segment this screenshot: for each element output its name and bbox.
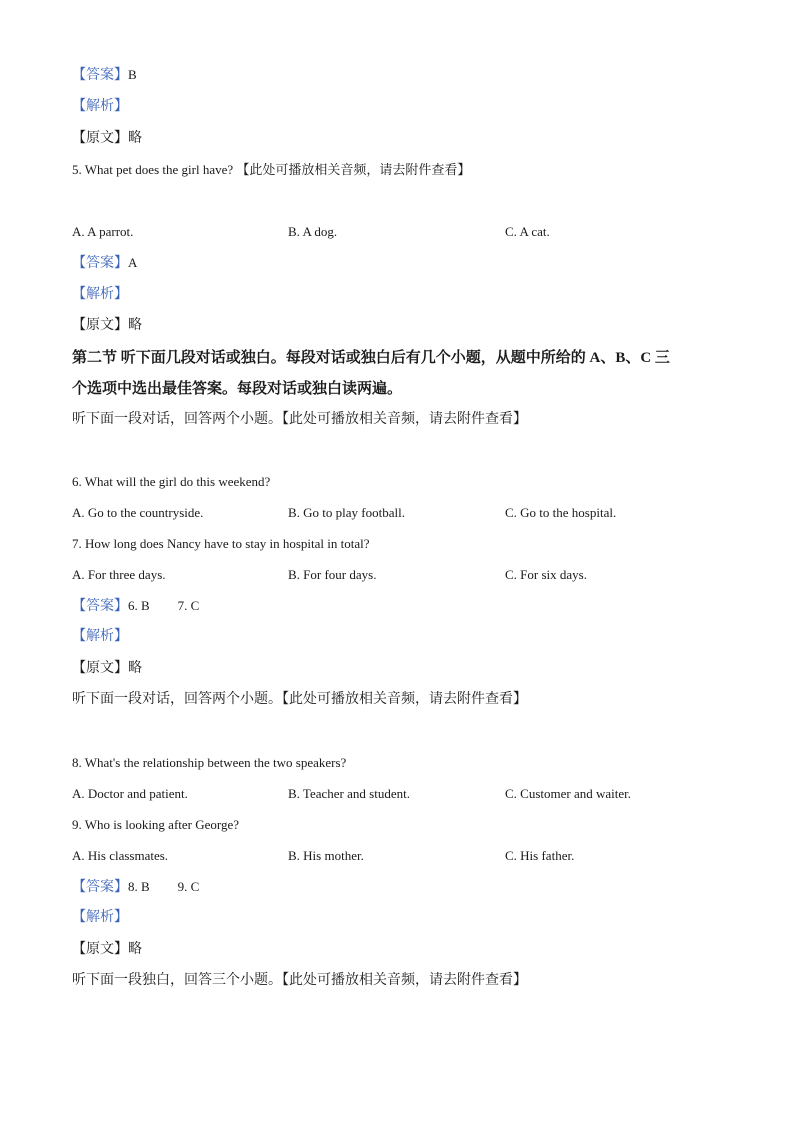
answer-7: 7. C bbox=[177, 598, 200, 613]
q6-option-a: A. Go to the countryside. bbox=[72, 505, 204, 520]
q8-option-b: B. Teacher and student. bbox=[288, 786, 410, 801]
original-line bbox=[72, 130, 142, 148]
original-text: 略 bbox=[128, 131, 142, 146]
answer-label: 【答案】 bbox=[72, 68, 128, 83]
answer-label: 【答案】 bbox=[72, 256, 128, 271]
answer-9: 9. C bbox=[177, 879, 200, 894]
q5-original-line bbox=[72, 317, 142, 335]
q6-option-b: B. Go to play football. bbox=[288, 505, 405, 520]
answer-6: 6. B bbox=[128, 598, 150, 613]
q5-option-c: C. A cat. bbox=[505, 224, 550, 239]
q8-option-a: A. Doctor and patient. bbox=[72, 786, 188, 801]
dialog-1-intro: 听下面一段对话，回答两个小题。【此处可播放相关音频，请去附件查看】 bbox=[72, 412, 527, 427]
original-label: 【原文】 bbox=[72, 942, 128, 957]
question-7: 7. How long does Nancy have to stay in hospital in total? bbox=[72, 536, 370, 551]
dialog-2-answer-line bbox=[72, 878, 199, 897]
original-label: 【原文】 bbox=[72, 661, 128, 676]
original-label: 【原文】 bbox=[72, 318, 128, 333]
q9-option-c: C. His father. bbox=[505, 848, 575, 863]
question-6: 6. What will the girl do this weekend? bbox=[72, 474, 271, 489]
original-text: 略 bbox=[128, 942, 142, 957]
answer-label: 【答案】 bbox=[72, 599, 128, 614]
q5-option-a: A. A parrot. bbox=[72, 224, 134, 239]
q5-analysis-label: 【解析】 bbox=[72, 287, 128, 302]
dialog-1-answer-line bbox=[72, 597, 199, 616]
answer-line bbox=[72, 66, 137, 85]
q9-option-b: B. His mother. bbox=[288, 848, 364, 863]
dialog-2-original-line bbox=[72, 941, 142, 959]
q7-option-a: A. For three days. bbox=[72, 567, 166, 582]
q6-option-c: C. Go to the hospital. bbox=[505, 505, 617, 520]
dialog-1-original-line bbox=[72, 660, 142, 678]
q7-option-c: C. For six days. bbox=[505, 567, 587, 582]
analysis-label: 【解析】 bbox=[72, 99, 128, 114]
answer-label: 【答案】 bbox=[72, 880, 128, 895]
question-9: 9. Who is looking after George? bbox=[72, 817, 240, 832]
q8-option-c: C. Customer and waiter. bbox=[505, 786, 632, 801]
q7-option-b: B. For four days. bbox=[288, 567, 377, 582]
dialog-1-analysis-label: 【解析】 bbox=[72, 629, 128, 644]
original-text: 略 bbox=[128, 318, 142, 333]
q5-option-b: B. A dog. bbox=[288, 224, 338, 239]
answer-8: 8. B bbox=[128, 879, 150, 894]
dialog-2-intro: 听下面一段对话，回答两个小题。【此处可播放相关音频，请去附件查看】 bbox=[72, 692, 527, 707]
q9-option-a: A. His classmates. bbox=[72, 848, 169, 863]
q5-answer-line bbox=[72, 254, 137, 273]
original-label: 【原文】 bbox=[72, 131, 128, 146]
section-heading-line-1: 第二节 听下面几段对话或独白。每段对话或独白后有几个小题，从题中所给的 A、B、C 三 bbox=[72, 350, 670, 366]
question-5: 5. What pet does the girl have? 【此处可播放相关音频，请去附件查看】 bbox=[72, 162, 471, 177]
answer-value: B bbox=[128, 67, 137, 82]
original-text: 略 bbox=[128, 661, 142, 676]
answer-value: A bbox=[128, 255, 138, 270]
section-heading-line-2: 个选项中选出最佳答案。每段对话或独白读两遍。 bbox=[72, 381, 403, 397]
dialog-2-analysis-label: 【解析】 bbox=[72, 910, 128, 925]
question-8: 8. What's the relationship between the two speakers? bbox=[72, 755, 347, 770]
monologue-intro: 听下面一段独白，回答三个小题。【此处可播放相关音频，请去附件查看】 bbox=[72, 973, 527, 988]
